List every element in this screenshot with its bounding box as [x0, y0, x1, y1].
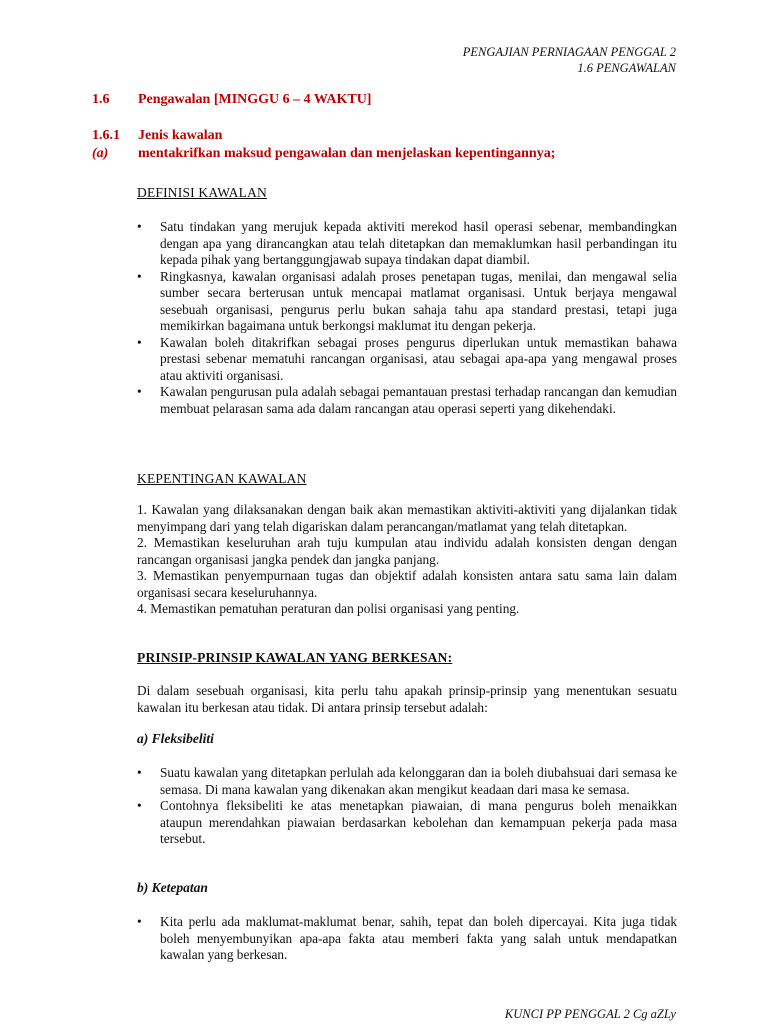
definisi-bullet: • Satu tindakan yang merujuk kepada aktiviti merekod hasil operasi sebenar, membandingkan dengan apa yang dirancangkan atau telah ditetapkan dan memaklumkan hasil perbandingan itu kepada pihak yang bertanggungjawab supaya tindakan dapat diambil.: [137, 219, 677, 267]
fleksibeliti-bullet-list: [137, 765, 677, 848]
fleksibeliti-title: a) Fleksibeliti: [137, 731, 214, 746]
kepentingan-item: 1. Kawalan yang dilaksanakan dengan baik akan memastikan aktiviti-aktiviti yang dijalankan tidak menyimpang dari yang telah digariskan dalam perancangan/matlamat yang telah ditetapkan.: [137, 502, 677, 534]
header-line-2: 1.6 PENGAWALAN: [577, 61, 676, 75]
section-heading: [92, 92, 371, 108]
definisi-bullet: • Ringkasnya, kawalan organisasi adalah proses penetapan tugas, menilai, dan mengawal selia sumber secara berterusan untuk mencapai matlamat organisasi. Untuk berjaya mengawal sesebuah organisasi, pengurus perlu bukan sahaja tahu apa standard prestasi, tetapi juga memikirkan bagaimana untuk berkongsi maklumat itu dengan pekerja.: [137, 268, 677, 333]
objective-title: mentakrifkan maksud pengawalan dan menjelaskan kepentingannya;: [138, 146, 556, 161]
fleksibeliti-bullet: • Contohnya fleksibeliti ke atas menetapkan piawaian, di mana pengurus boleh menaikkan ataupun merendahkan piawaian berdasarkan kebolehan dan kemampuan pekerja pada masa tersebut.: [137, 798, 677, 846]
ketepatan-bullet: • Kita perlu ada maklumat-maklumat benar, sahih, tepat dan boleh dipercayai. Kita juga tidak boleh menyembunyikan apa-apa fakta atau memberi fakta yang salah untuk mendapatkan kawalan yang berkesan.: [137, 914, 677, 962]
objective-number: (a): [92, 146, 109, 161]
ketepatan-list-container: [137, 914, 677, 964]
bullet-icon: •: [137, 219, 142, 234]
subsection-title: Jenis kawalan: [138, 128, 223, 143]
prinsip-intro: Di dalam sesebuah organisasi, kita perlu tahu apakah prinsip-prinsip yang menentukan sesuatu kawalan itu berkesan atau tidak. Di antara prinsip tersebut adalah:: [137, 683, 677, 715]
definisi-bullet: • Kawalan boleh ditakrifkan sebagai proses pengurus diperlukan untuk memastikan bahawa prestasi sebenar mematuhi rancangan organisasi, atau sebagai apa-apa yang mengawal proses atau aktiviti organisasi.: [137, 334, 677, 383]
kepentingan-list-container: [137, 502, 677, 618]
bullet-icon: •: [137, 765, 142, 780]
bullet-icon: •: [137, 268, 142, 284]
objective-heading: [92, 146, 555, 162]
running-footer: KUNCI PP PENGGAL 2 Cg aZLy: [504, 1007, 676, 1021]
definisi-list-container: [137, 219, 677, 417]
kepentingan-item: 2. Memastikan keseluruhan arah tuju kumpulan atau individu adalah konsisten dengan dengan rancangan organisasi jangka pendek dan jangka panjang.: [137, 535, 677, 567]
section-title: Pengawalan [MINGGU 6 – 4 WAKTU]: [138, 92, 372, 107]
ketepatan-bullet-list: [137, 914, 677, 964]
ketepatan-title: b) Ketepatan: [137, 880, 208, 895]
kepentingan-heading: KEPENTINGAN KAWALAN: [137, 471, 307, 486]
definisi-bullet-list: [137, 219, 677, 417]
kepentingan-item: 3. Memastikan penyempurnaan tugas dan objektif adalah konsisten antara satu sama lain dalam organisasi secara keseluruhannya.: [137, 568, 677, 600]
fleksibeliti-bullet: • Suatu kawalan yang ditetapkan perlulah ada kelonggaran dan ia boleh diubahsuai dari semasa ke semasa. Di mana kawalan yang dikenakan akan mengikut keadaan dari masa ke semasa.: [137, 765, 677, 797]
header-line-1: PENGAJIAN PERNIAGAAN PENGGAL 2: [462, 45, 676, 59]
definisi-heading: DEFINISI KAWALAN: [137, 185, 267, 200]
kepentingan-item: 4. Memastikan pematuhan peraturan dan polisi organisasi yang penting.: [137, 601, 520, 616]
section-number: 1.6: [92, 92, 110, 107]
subsection-number: 1.6.1: [92, 128, 120, 143]
bullet-icon: •: [137, 798, 142, 813]
bullet-icon: •: [137, 334, 142, 350]
subsection-heading: [92, 128, 222, 144]
fleksibeliti-list-container: [137, 765, 677, 848]
prinsip-heading: PRINSIP-PRINSIP KAWALAN YANG BERKESAN:: [137, 650, 453, 665]
running-header: [463, 44, 676, 76]
definisi-bullet: • Kawalan pengurusan pula adalah sebagai pemantauan prestasi terhadap rancangan dan kemudian membuat pelarasan sama ada dalam rancangan atau operasi seperti yang dikehendaki.: [137, 384, 677, 416]
bullet-icon: •: [137, 914, 142, 929]
bullet-icon: •: [137, 384, 142, 399]
kepentingan-numbered-list: [137, 502, 677, 618]
